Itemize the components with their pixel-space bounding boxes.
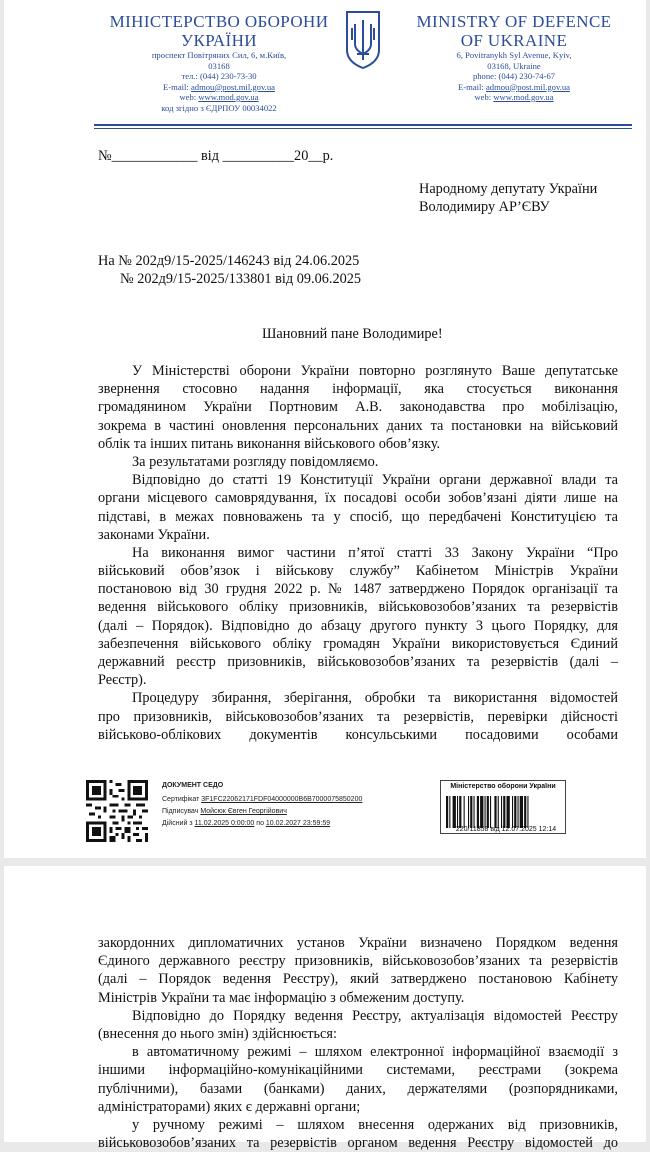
signer-label: Підписувач bbox=[162, 808, 201, 815]
body-line: іншими інформаційно-комунікаційними системами, реєстрами (зокрема bbox=[98, 1062, 618, 1079]
signature-title: ДОКУМЕНТ СЕДО bbox=[162, 782, 224, 789]
header-divider-thin bbox=[94, 128, 632, 129]
valid-from: 11.02.2025 0:00:00 bbox=[194, 820, 255, 827]
address-en-line2: 03168, Ukraine bbox=[487, 60, 541, 71]
barcode-icon bbox=[446, 796, 558, 828]
body-line: Відповідно до статті 19 Конституції України органи державної влади та bbox=[132, 472, 618, 489]
body-line: в автоматичному режимі – шляхом електронної інформаційної взаємодії з bbox=[132, 1044, 618, 1061]
email-en-label: E-mail: bbox=[458, 81, 486, 92]
registration-line: №____________ від __________20__р. bbox=[98, 148, 334, 164]
body-line: За результатами розгляду повідомляємо. bbox=[132, 453, 379, 470]
salutation: Шановний пане Володимире! bbox=[262, 326, 443, 342]
body-line: військовий обов’язок і військову службу” Кабінетом Міністрів України bbox=[98, 563, 618, 580]
body-line: облік та інших питань виконання військового обов’язку. bbox=[98, 435, 441, 452]
email-ua-link[interactable]: admou@post.mil.gov.ua bbox=[190, 81, 275, 92]
body-line: закордонних дипломатичних установ України визначено Порядком ведення bbox=[98, 935, 618, 951]
ministry-name-ua-line2: УКРАЇНИ bbox=[181, 31, 257, 50]
body-line: публічними), базами (банками) даних, держателями (розпорядниками, bbox=[98, 1080, 618, 1097]
body-line: забезпечення військового обліку громадян України використовується Єдиний bbox=[98, 635, 618, 652]
body-line: На виконання вимог частини п’ятої статті 33 Закону України “Про bbox=[132, 544, 618, 561]
cert-label: Сертифікат bbox=[162, 796, 202, 803]
body-line: підставі, в межах повноважень та у спосіб, що передбачені Конституцією та bbox=[98, 508, 618, 525]
barcode-org: Міністерство оборони України bbox=[450, 783, 556, 790]
body-line: у ручному режимі – шляхом внесення одержаних від призовників, bbox=[132, 1116, 618, 1133]
body-line: Відповідно до Порядку ведення Реєстру, актуалізація відомостей Реєстру bbox=[132, 1007, 618, 1024]
email-en-link[interactable]: admou@post.mil.gov.ua bbox=[485, 81, 570, 92]
email-ua-label: E-mail: bbox=[163, 81, 191, 92]
document-page-1 bbox=[4, 0, 646, 858]
ministry-header-en bbox=[398, 12, 630, 103]
phone-en: phone: (044) 230-74-67 bbox=[472, 71, 556, 81]
signature-validity bbox=[162, 820, 330, 827]
signer-value: Мойсюк Євген Георгійович bbox=[200, 808, 287, 815]
ministry-name-ua-line1: МІНІСТЕРСТВО ОБОРОНИ bbox=[109, 12, 329, 31]
body-line: військовозобов’язаних та резервістів органом ведення Реєстру відомостей до bbox=[98, 1135, 618, 1152]
edrpou-code: код згідно з ЄДРПОУ 00034022 bbox=[161, 102, 277, 113]
reference-line2: № 202д9/15-2025/133801 від 09.06.2025 bbox=[120, 271, 362, 287]
email-ua-row bbox=[94, 82, 344, 93]
body-line: військово-облікових документів консульськими посадовими особами bbox=[98, 726, 618, 743]
header-divider bbox=[94, 124, 632, 126]
cert-value: 3F1FC22062171FDF04000000B6B7000075850200 bbox=[201, 796, 363, 803]
body-line: Єдиного державного реєстру призовників, військовозобов’язаних та резервістів bbox=[98, 953, 618, 970]
web-ua-link[interactable]: www.mod.gov.ua bbox=[198, 92, 259, 102]
web-en-link[interactable]: www.mod.gov.ua bbox=[493, 92, 554, 102]
ministry-name-en-line2: OF UKRAINE bbox=[460, 31, 568, 50]
signature-certificate bbox=[162, 796, 362, 803]
body-paragraph bbox=[98, 362, 618, 744]
qr-code-icon bbox=[86, 780, 148, 842]
valid-to: 10.02.2027 23:59:59 bbox=[265, 820, 331, 827]
signature-signer bbox=[162, 808, 287, 815]
body-line: постановою від 30 грудня 2022 р. № 1487 затверджено Порядок організації та bbox=[98, 581, 618, 598]
registration-number: 220/11858 від 12.07.2025 12:14 bbox=[455, 826, 557, 833]
body-line: Реєстр). bbox=[98, 672, 147, 689]
body-line: (далі – Порядок). Відповідно до абзацу другого пункту 3 цього Порядку, для bbox=[98, 617, 618, 634]
recipient-line1: Народному депутату України bbox=[419, 181, 598, 197]
recipient-line2: Володимиру АР’ЄВУ bbox=[419, 199, 550, 215]
valid-mid: по bbox=[254, 820, 266, 827]
address-ua-line1: проспект Повітряних Сил, 6, м.Київ, bbox=[151, 50, 287, 60]
body-line: адміністраторами) яких є державні органи; bbox=[98, 1098, 361, 1115]
address-ua-line2: 03168 bbox=[208, 60, 230, 71]
reference-line1: На № 202д9/15-2025/146243 від 24.06.2025 bbox=[98, 253, 360, 269]
body-line: (внесення до нього змін) здійснюється: bbox=[98, 1025, 337, 1042]
body-line: громадянином України Портновим А.В. законодавства про мобілізацію, bbox=[98, 399, 618, 416]
address-en-line1: 6, Povitranykh Syl Avenue, Kyiv, bbox=[456, 50, 572, 60]
body-line: органи місцевого самоврядування, їх посадові особи зобов’язані діяти лише на bbox=[98, 490, 618, 507]
body-line: ведення військового обліку призовників, військовозобов’язаних та резервістів bbox=[98, 599, 618, 616]
body-line: зокрема в частині оновлення персональних даних та постановки на військовий bbox=[98, 417, 618, 434]
body-paragraph bbox=[98, 934, 618, 1152]
body-line: Процедуру збирання, зберігання, обробки та використання відомостей bbox=[132, 690, 618, 707]
document-page-2 bbox=[4, 866, 646, 1152]
ministry-header-ua bbox=[94, 12, 344, 113]
body-line: (далі – Порядок ведення Реєстру), який затверджено постановою Кабінету bbox=[98, 971, 618, 988]
body-line: Міністрів України та має інформацію з обмеженим доступу. bbox=[98, 989, 465, 1006]
ministry-name-en-line1: MINISTRY OF DEFENCE bbox=[416, 12, 612, 31]
email-en-row bbox=[398, 82, 630, 93]
body-line: звернення стосовно надання інформації, яка стосується виконання bbox=[98, 381, 618, 398]
web-en-row bbox=[398, 92, 630, 103]
body-line: законами України. bbox=[98, 526, 210, 543]
web-ua-label: web: bbox=[179, 92, 199, 102]
trident-coat-of-arms-icon bbox=[344, 10, 382, 70]
web-en-label: web: bbox=[474, 92, 494, 102]
body-line: про призовників, військовозобов’язаних та резервістів, перевірки дійсності bbox=[98, 708, 618, 725]
phone-ua: тел.: (044) 230-73-30 bbox=[181, 71, 257, 81]
body-line: У Міністерстві оборони України повторно розглянуто Ваше депутатське bbox=[132, 363, 618, 379]
body-line: державний реєстр призовників, військовозобов’язаних та резервістів (далі – bbox=[98, 654, 618, 670]
web-ua-row bbox=[94, 92, 344, 103]
valid-label: Дійсний з bbox=[162, 820, 195, 827]
